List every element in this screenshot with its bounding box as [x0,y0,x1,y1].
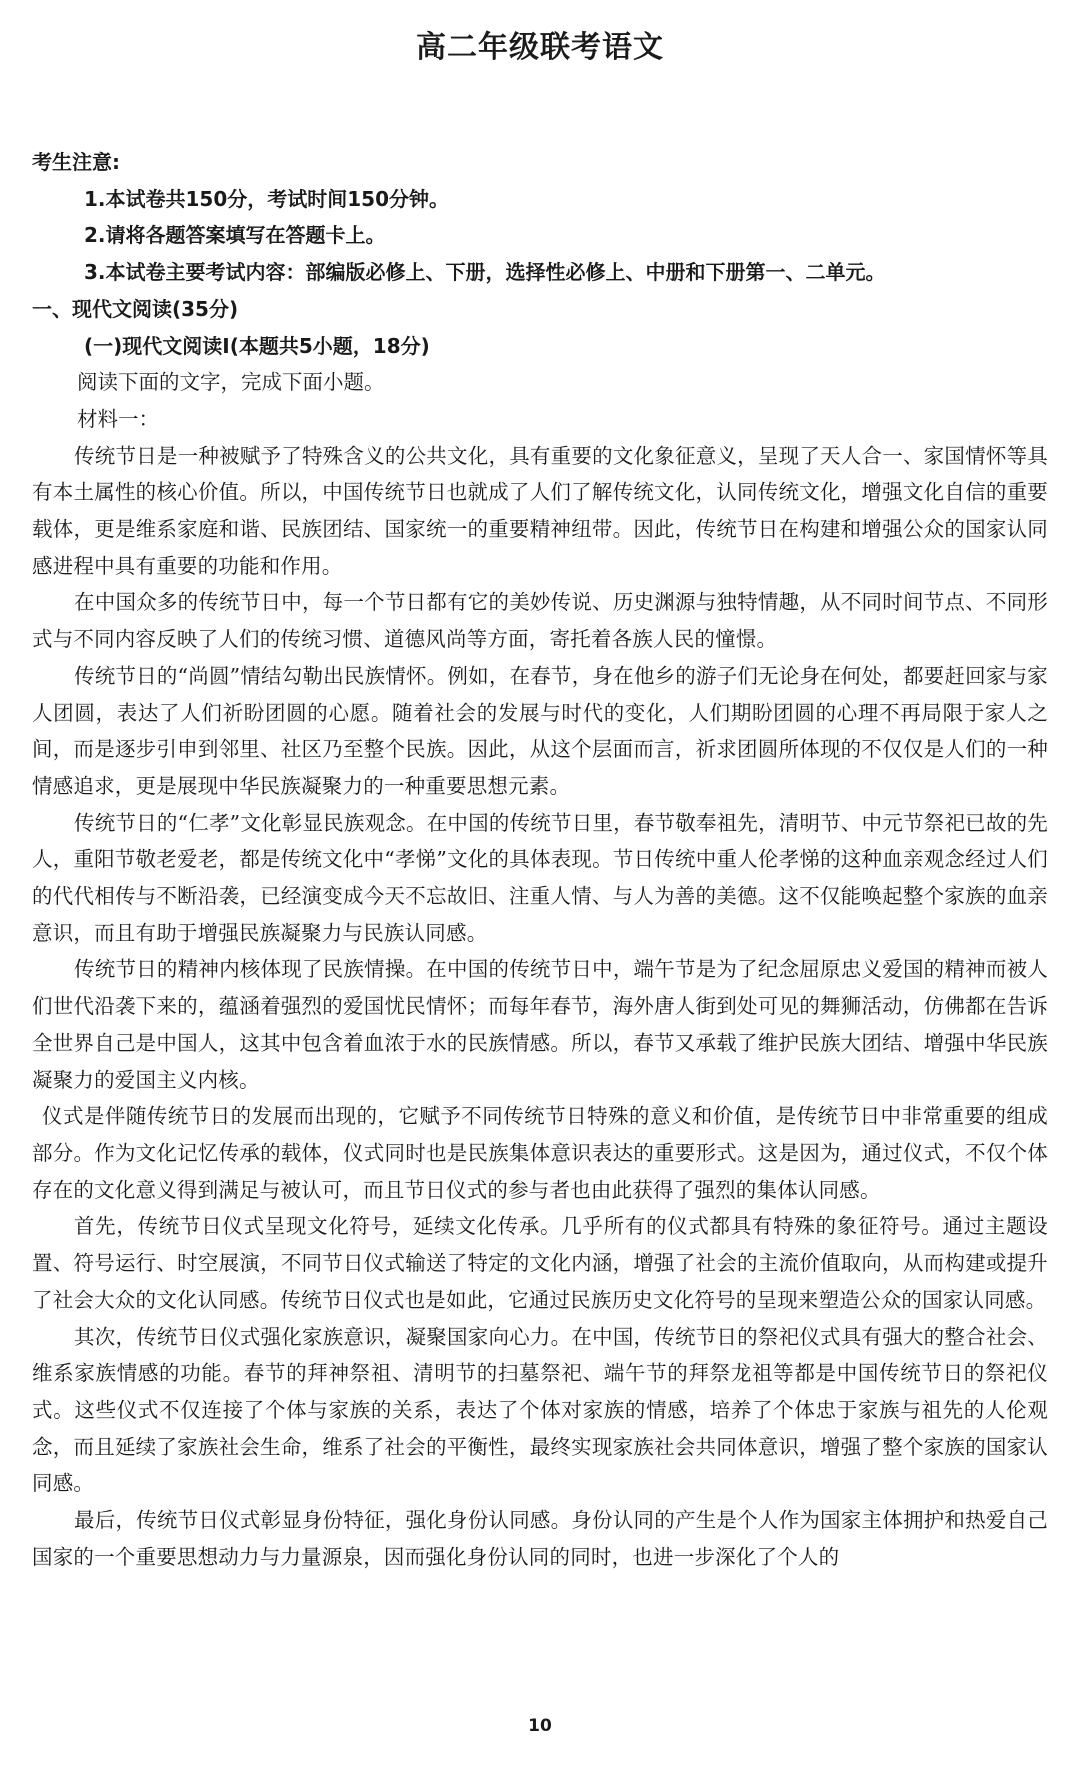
paragraph: 传统节日是一种被赋予了特殊含义的公共文化，具有重要的文化象征意义，呈现了天人合一、家国情怀等具有本土属性的核心价值。所以，中国传统节日也就成了人们了解传统文化，认同传统文化，增强文化自信的重要载体，更是维系家庭和谐、民族团结、国家统一的重要精神纽带。因此，传统节日在构建和增强公众的国家认同感进程中具有重要的功能和作用。 [32,443,1048,578]
material-label: 材料一： [77,406,159,431]
notice-heading: 考生注意: [32,150,120,174]
paragraph: 传统节日的“仁孝”文化彰显民族观念。在中国的传统节日里，春节敬奉祖先，清明节、中元节祭祀已故的先人，重阳节敬老爱老，都是传统文化中“孝悌”文化的具体表现。节日传统中重人伦孝悌的这种血亲观念经过人们的代代相传与不断沿袭，已经演变成今天不忘故旧、注重人情、与人为善的美德。这不仅能唤起整个家族的血亲意识，而且有助于增强民族凝聚力与民族认同感。 [32,810,1048,945]
paragraph: 首先，传统节日仪式呈现文化符号，延续文化传承。几乎所有的仪式都具有特殊的象征符号。通过主题设置、符号运行、时空展演，不同节日仪式输送了特定的文化内涵，增强了社会的主流价值取向，从而构建或提升了社会大众的文化认同感。传统节日仪式也是如此，它通过民族历史文化符号的呈现来塑造公众的国家认同感。 [32,1214,1048,1312]
page-number: 10 [528,1716,552,1736]
paragraph: 传统节日的“尚圆”情结勾勒出民族情怀。例如，在春节，身在他乡的游子们无论身在何处，都要赶回家与家人团圆，表达了人们祈盼团圆的心愿。随着社会的发展与时代的变化，人们期盼团圆的心理不再局限于家人之间，而是逐步引申到邻里、社区乃至整个民族。因此，从这个层面而言，祈求团圆所体现的不仅仅是人们的一种情感追求，更是展现中华民族凝聚力的一种重要思想元素。 [32,663,1048,798]
paragraph: 仪式是伴随传统节日的发展而出现的，它赋予不同传统节日特殊的意义和价值，是传统节日中非常重要的组成部分。作为文化记忆传承的载体，仪式同时也是民族集体意识表达的重要形式。这是因为，通过仪式，不仅个体存在的文化意义得到满足与被认可，而且节日仪式的参与者也由此获得了强烈的集体认同感。 [32,1104,1048,1202]
subsection-heading: (一)现代文阅读Ⅰ(本题共5小题，18分) [84,333,430,358]
notice-item-3: 3.本试卷主要考试内容：部编版必修上、下册，选择性必修上、中册和下册第一、二单元。 [84,260,886,285]
paragraph: 最后，传统节日仪式彰显身份特征，强化身份认同感。身份认同的产生是个人作为国家主体拥护和热爱自己国家的一个重要思想动力与力量源泉，因而强化身份认同的同时，也进一步深化了个人的 [32,1508,1048,1569]
notice-item-1: 1.本试卷共150分，考试时间150分钟。 [84,186,450,211]
paragraph: 在中国众多的传统节日中，每一个节日都有它的美妙传说、历史渊源与独特情趣，从不同时间节点、不同形式与不同内容反映了人们的传统习惯、道德风尚等方面，寄托着各族人民的憧憬。 [32,590,1048,652]
paragraph: 传统节日的精神内核体现了民族情操。在中国的传统节日中，端午节是为了纪念屈原忠义爱国的精神而被人们世代沿袭下来的，蕴涵着强烈的爱国忧民情怀；而每年春节，海外唐人街到处可见的舞狮活动，仿佛都在告诉全世界自己是中国人，这其中包含着血浓于水的民族情感。所以，春节又承载了维护民族大团结、增强中华民族凝聚力的爱国主义内核。 [32,957,1048,1092]
notice-item-2: 2.请将各题答案填写在答题卡上。 [84,223,386,248]
section-heading: 一、现代文阅读(35分) [32,296,239,321]
reading-instruction: 阅读下面的文字，完成下面小题。 [77,370,385,395]
document-body [32,144,1048,1575]
page-title: 高二年级联考语文 [416,30,664,65]
paragraph: 其次，传统节日仪式强化家族意识，凝聚国家向心力。在中国，传统节日的祭祀仪式具有强大的整合社会、维系家族情感的功能。春节的拜神祭祖、清明节的扫墓祭祀、端午节的拜祭龙祖等都是中国传统节日的祭祀仪式。这些仪式不仅连接了个体与家族的关系，表达了个体对家族的情感，培养了个体忠于家族与祖先的人伦观念，而且延续了家族社会生命，维系了社会的平衡性，最终实现家族社会共同体意识，增强了整个家族的国家认同感。 [32,1324,1048,1496]
